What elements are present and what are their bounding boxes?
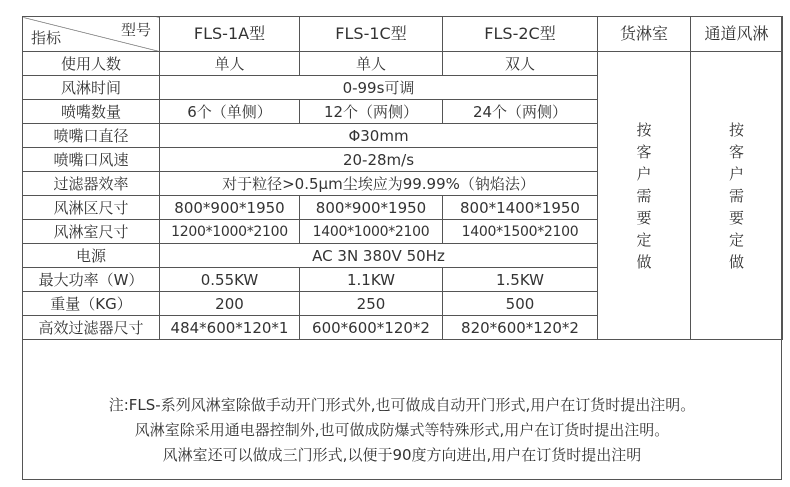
value-cell: 820*600*120*2	[443, 316, 598, 340]
row-label: 风淋室尺寸	[23, 220, 160, 244]
header-row	[23, 17, 783, 52]
value-cell: 双人	[443, 52, 598, 76]
note-line: 注:FLS-系列风淋室除做手动开门形式外,也可做成自动开门形式,用户在订货时提出注明。	[108, 396, 696, 414]
row-label: 风淋区尺寸	[23, 196, 160, 220]
value-cell: 单人	[300, 52, 443, 76]
notes-block	[22, 393, 782, 468]
value-cell: 800*900*1950	[300, 196, 443, 220]
merged-value-cell: 对于粒径>0.5μm尘埃应为99.99%（钠焰法）	[160, 172, 598, 196]
value-cell: 0.55KW	[160, 268, 300, 292]
value-cell: 500	[443, 292, 598, 316]
side-note-text: 按客户需要定做	[636, 120, 652, 271]
row-label: 高效过滤器尺寸	[23, 316, 160, 340]
value-cell: 800*1400*1950	[443, 196, 598, 220]
value-cell: 单人	[160, 52, 300, 76]
value-cell: 484*600*120*1	[160, 316, 300, 340]
merged-value-cell: 0-99s可调	[160, 76, 598, 100]
table-row	[23, 52, 783, 76]
model-header: FLS-1A型	[160, 17, 300, 52]
row-label: 使用人数	[23, 52, 160, 76]
value-cell: 600*600*120*2	[300, 316, 443, 340]
row-label: 最大功率（W）	[23, 268, 160, 292]
row-label: 喷嘴口直径	[23, 124, 160, 148]
value-cell: 1400*1500*2100	[443, 220, 598, 244]
value-cell: 1200*1000*2100	[160, 220, 300, 244]
row-label: 喷嘴口风速	[23, 148, 160, 172]
row-label: 重量（KG）	[23, 292, 160, 316]
row-label: 风淋时间	[23, 76, 160, 100]
corner-indicator-label: 指标	[31, 29, 62, 47]
row-label: 电源	[23, 244, 160, 268]
value-cell: 1400*1000*2100	[300, 220, 443, 244]
corner-cell	[23, 17, 160, 52]
value-cell: 200	[160, 292, 300, 316]
value-cell: 800*900*1950	[160, 196, 300, 220]
value-cell: 250	[300, 292, 443, 316]
merged-value-cell: Φ30mm	[160, 124, 598, 148]
tunnel-note	[691, 52, 783, 340]
row-label: 过滤器效率	[23, 172, 160, 196]
shower-room-note	[598, 52, 691, 340]
merged-value-cell: AC 3N 380V 50Hz	[160, 244, 598, 268]
spec-table	[22, 16, 783, 340]
side-note-text: 按客户需要定做	[728, 120, 744, 271]
corner-model-label: 型号	[120, 21, 151, 39]
model-header: FLS-1C型	[300, 17, 443, 52]
note-line: 风淋室除采用通电器控制外,也可做成防爆式等特殊形式,用户在订货时提出注明。	[134, 421, 670, 439]
value-cell: 12个（两侧）	[300, 100, 443, 124]
value-cell: 6个（单侧）	[160, 100, 300, 124]
merged-value-cell: 20-28m/s	[160, 148, 598, 172]
value-cell: 1.5KW	[443, 268, 598, 292]
shower-room-header: 货淋室	[598, 17, 691, 52]
row-label: 喷嘴数量	[23, 100, 160, 124]
model-header: FLS-2C型	[443, 17, 598, 52]
value-cell: 24个（两侧）	[443, 100, 598, 124]
value-cell: 1.1KW	[300, 268, 443, 292]
tunnel-header: 通道风淋	[691, 17, 783, 52]
note-line: 风淋室还可以做成三门形式,以便于90度方向进出,用户在订货时提出注明	[162, 446, 642, 464]
